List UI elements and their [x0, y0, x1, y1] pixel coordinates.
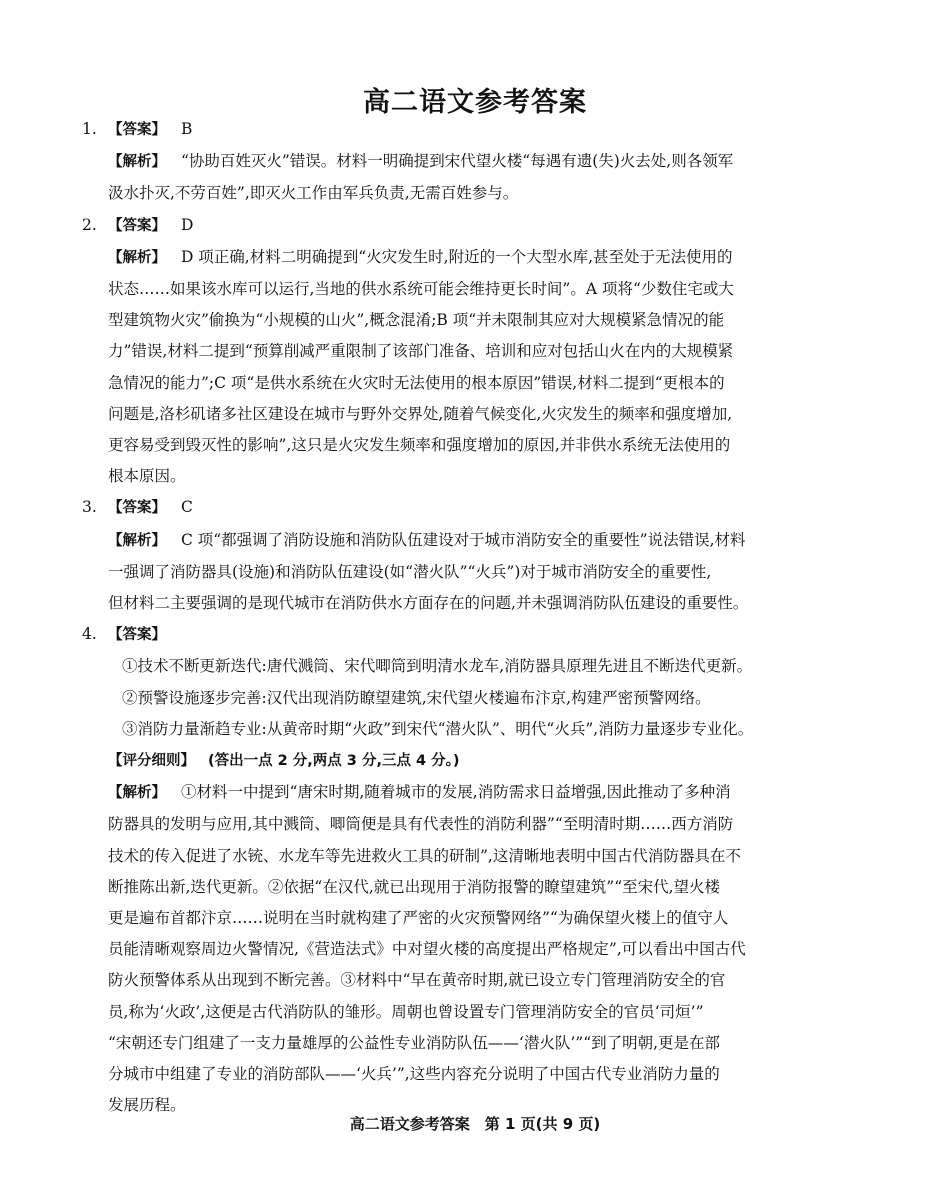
analysis-text: 力”错误,材料二提到“预算削减严重限制了该部门准备、培训和应对包括山火在内的大规模紧	[108, 342, 734, 361]
answer-point: ②预警设施逐步完善:汉代出现消防瞭望建筑,宋代望火楼遍布汴京,构建严密预警网络。	[122, 688, 711, 707]
answer-label: 【答案】	[108, 217, 166, 234]
page-footer: 高二语文参考答案 第 1 页(共 9 页)	[349, 1115, 601, 1133]
answer-label: 【答案】	[108, 500, 166, 517]
answer-point: ①技术不断更新迭代:唐代溅筒、宋代唧筒到明清水龙车,消防器具原理先进且不断迭代更新。	[122, 657, 753, 676]
analysis-text: 技术的传入促进了水铳、水龙车等先进救火工具的研制”,这清晰地表明中国古代消防器具在不	[108, 846, 741, 865]
analysis-label: 【解析】	[108, 532, 166, 549]
answer-content	[82, 114, 843, 1122]
page-title: 高二语文参考答案	[363, 87, 587, 118]
q2-analysis-line	[108, 242, 843, 274]
analysis-label: 【解析】	[108, 249, 166, 266]
answer-label: 【答案】	[108, 627, 166, 644]
q1-analysis-line	[108, 146, 843, 178]
q4-analysis-line	[108, 777, 843, 809]
analysis-text: 员,称为‘火政’,这便是古代消防队的雏形。周朝也曾设置专门管理消防安全的官员‘司烜’”	[108, 1002, 704, 1021]
analysis-text: 型建筑物火灾”偷换为“小规模的山火”,概念混淆;B 项“并未限制其应对大规模紧急情况的能	[108, 311, 725, 330]
analysis-text: 急情况的能力”;C 项“是供水系统在火灾时无法使用的根本原因”错误,材料二提到“更根本的	[108, 373, 725, 392]
question-number: 1.	[82, 120, 97, 138]
scoring-line	[108, 745, 843, 777]
analysis-text: 更是遍布首都汴京……说明在当时就构建了严密的火灾预警网络”“为确保望火楼上的值守人	[108, 909, 729, 928]
analysis-text: 防器具的发明与应用,其中溅筒、唧筒便是具有代表性的消防利器”“至明清时期……西方消防	[108, 815, 734, 834]
question-number: 3.	[82, 498, 97, 517]
answer-value: B	[180, 120, 193, 138]
scoring-label: 【评分细则】	[108, 753, 195, 770]
analysis-text: 发展历程。	[108, 1096, 186, 1115]
answer-value: D	[180, 215, 194, 234]
analysis-text: 汲水扑灭,不劳百姓”,即灭火工作由军兵负责,无需百姓参与。	[108, 184, 519, 203]
analysis-text: 断推陈出新,迭代更新。②依据“在汉代,就已出现用于消防报警的瞭望建筑”“至宋代,望火楼	[108, 877, 721, 896]
analysis-text: 防火预警体系从出现到不断完善。③材料中“早在黄帝时期,就已设立专门管理消防安全的官	[108, 971, 726, 990]
q1-answer-line	[82, 114, 843, 146]
q4-answer-line	[82, 619, 843, 651]
analysis-text: D 项正确,材料二明确提到“火灾发生时,附近的一个大型水库,甚至处于无法使用的	[180, 247, 733, 266]
scoring-text: (答出一点 2 分,两点 3 分,三点 4 分。)	[207, 753, 460, 770]
analysis-text: “宋朝还专门组建了一支力量雄厚的公益性专业消防队伍——‘潜火队’”“到了明朝,更是在部	[108, 1033, 721, 1052]
q2-answer-line	[82, 210, 843, 242]
answer-label: 【答案】	[108, 122, 166, 138]
answer-point: ③消防力量渐趋专业:从黄帝时期“火政”到宋代“潜火队”、明代“火兵”,消防力量逐步专业化。	[122, 719, 754, 738]
analysis-text: C 项“都强调了消防设施和消防队伍建设对于城市消防安全的重要性”说法错误,材料	[180, 530, 746, 549]
analysis-text: 员能清晰观察周边火警情况,《营造法式》中对望火楼的高度提出严格规定”,可以看出中国古代	[108, 940, 746, 959]
analysis-text: 状态……如果该水库可以运行,当地的供水系统可能会维持更长时间”。A 项将“少数住宅或大	[108, 280, 734, 299]
q3-analysis-line	[108, 525, 843, 557]
question-number: 4.	[82, 625, 97, 644]
analysis-text: 但材料二主要强调的是现代城市在消防供水方面存在的问题,并未强调消防队伍建设的重要性。	[108, 594, 749, 613]
analysis-label: 【解析】	[108, 154, 166, 171]
analysis-text: 问题是,洛杉矶诸多社区建设在城市与野外交界处,随着气候变化,火灾发生的频率和强度增加,	[108, 404, 733, 423]
analysis-text: ①材料一中提到“唐宋时期,随着城市的发展,消防需求日益增强,因此推动了多种消	[180, 783, 731, 802]
q3-answer-line	[82, 492, 843, 524]
analysis-text: 一强调了消防器具(设施)和消防队伍建设(如“潜火队”“火兵”)对于城市消防安全的重要性,	[108, 562, 712, 581]
analysis-text: “协助百姓灭火”错误。材料一明确提到宋代望火楼“每遇有遗(失)火去处,则各领军	[180, 152, 734, 171]
answer-value: C	[180, 498, 193, 517]
analysis-text: 分城市中组建了专业的消防部队——‘火兵’”,这些内容充分说明了中国古代专业消防力量的	[108, 1065, 720, 1084]
question-number: 2.	[82, 215, 97, 234]
analysis-label: 【解析】	[108, 785, 166, 802]
analysis-text: 根本原因。	[108, 467, 186, 486]
analysis-text: 更容易受到毁灭性的影响”,这只是火灾发生频率和强度增加的原因,并非供水系统无法使用的	[108, 436, 731, 455]
